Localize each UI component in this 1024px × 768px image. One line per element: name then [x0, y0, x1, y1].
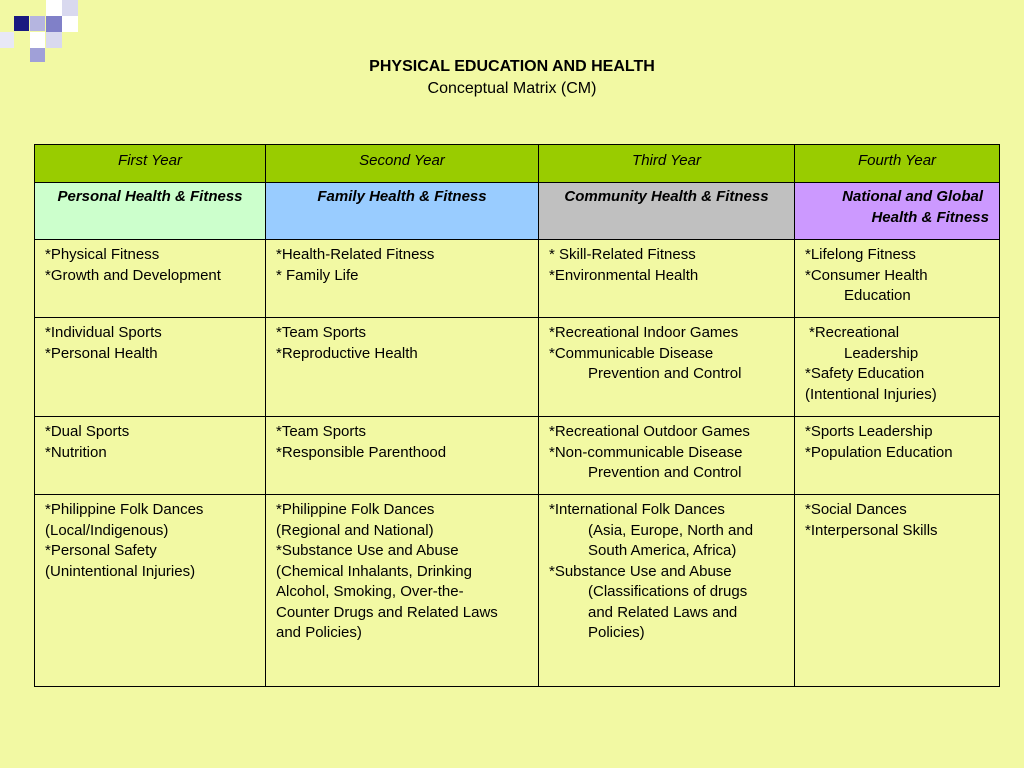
header-first-year: First Year — [35, 145, 266, 183]
cell-line: Alcohol, Smoking, Over-the- — [276, 583, 464, 600]
cell-line: *Team Sports — [276, 423, 367, 440]
cell-line: *Physical Fitness — [45, 246, 160, 263]
cell-fourth-year — [795, 417, 1000, 495]
theme-row — [35, 183, 1000, 240]
cell-line: *Communicable Disease — [549, 344, 714, 362]
cell-line: Policies) — [588, 624, 645, 641]
cell-line: (Intentional Injuries) — [805, 385, 937, 403]
cell-first-year — [35, 240, 266, 318]
cell-second-year — [266, 417, 539, 495]
table-row — [35, 417, 1000, 495]
cell-line: and Policies) — [276, 624, 362, 641]
cell-fourth-year — [795, 495, 1000, 687]
cell-fourth-year — [795, 240, 1000, 318]
cell-line: Leadership — [844, 344, 919, 362]
cell-line: *Sports Leadership — [805, 423, 933, 440]
title-block — [0, 56, 1024, 100]
cell-line: *Interpersonal Skills — [805, 521, 938, 539]
year-header-row — [35, 145, 1000, 183]
cell-line: *Team Sports — [276, 324, 367, 341]
cell-first-year — [35, 417, 266, 495]
cell-second-year — [266, 240, 539, 318]
cell-line: *Philippine Folk Dances — [276, 501, 435, 518]
theme-fourth-line2: Health & Fitness — [871, 208, 989, 226]
cell-line: *Philippine Folk Dances — [45, 501, 204, 518]
page-title: PHYSICAL EDUCATION AND HEALTH — [369, 58, 655, 75]
cell-line: (Chemical Inhalants, Drinking — [276, 562, 472, 580]
cell-line: *International Folk Dances — [549, 501, 725, 518]
cell-line: *Health-Related Fitness — [276, 246, 435, 263]
cell-line: Prevention and Control — [588, 365, 742, 382]
cell-line: (Asia, Europe, North and — [588, 521, 754, 539]
cell-line: (Regional and National) — [276, 521, 434, 539]
cell-line: (Local/Indigenous) — [45, 521, 169, 539]
table-row — [35, 495, 1000, 687]
cell-line: *Personal Safety — [45, 542, 157, 559]
cell-line: *Population Education — [805, 443, 953, 461]
cell-line: *Individual Sports — [45, 324, 162, 341]
cell-second-year — [266, 495, 539, 687]
cell-line: South America, Africa) — [588, 542, 737, 559]
cell-third-year — [539, 318, 795, 417]
cell-first-year — [35, 495, 266, 687]
cell-line: *Reproductive Health — [276, 344, 418, 362]
cell-line: and Related Laws and — [588, 603, 738, 621]
conceptual-matrix-table — [34, 144, 1000, 687]
header-third-year: Third Year — [539, 145, 795, 183]
cell-line: *Recreational Indoor Games — [549, 324, 739, 341]
cell-line: * Skill-Related Fitness — [549, 246, 696, 263]
cell-third-year — [539, 417, 795, 495]
cell-line: *Social Dances — [805, 501, 907, 518]
cell-line: Education — [844, 287, 911, 304]
theme-second-year: Family Health & Fitness — [266, 183, 539, 240]
cell-line: Counter Drugs and Related Laws — [276, 603, 498, 621]
header-fourth-year: Fourth Year — [795, 145, 1000, 183]
corner-decoration — [0, 0, 80, 64]
cell-third-year — [539, 495, 795, 687]
cell-line: Prevention and Control — [588, 464, 742, 481]
cell-line: * Family Life — [276, 266, 359, 284]
cell-third-year — [539, 240, 795, 318]
cell-line: *Growth and Development — [45, 266, 221, 284]
theme-first-year: Personal Health & Fitness — [35, 183, 266, 240]
theme-third-year: Community Health & Fitness — [539, 183, 795, 240]
cell-line: *Consumer Health — [805, 266, 928, 284]
cell-line: *Responsible Parenthood — [276, 443, 447, 461]
cell-line: (Classifications of drugs — [588, 583, 748, 600]
cell-line: *Recreational Outdoor Games — [549, 423, 750, 440]
table-row — [35, 240, 1000, 318]
cell-line: *Environmental Health — [549, 266, 699, 284]
theme-fourth-year — [795, 183, 1000, 240]
cell-line: *Nutrition — [45, 443, 107, 461]
table-row — [35, 318, 1000, 417]
cell-first-year — [35, 318, 266, 417]
header-second-year: Second Year — [266, 145, 539, 183]
cell-line: *Substance Use and Abuse — [276, 542, 459, 559]
cell-line: *Safety Education — [805, 365, 925, 382]
cell-line: *Dual Sports — [45, 423, 130, 440]
cell-second-year — [266, 318, 539, 417]
theme-fourth-line1: National and Global — [842, 188, 983, 205]
cell-line: *Non-communicable Disease — [549, 443, 743, 461]
cell-line: *Substance Use and Abuse — [549, 562, 732, 580]
cell-line: *Lifelong Fitness — [805, 246, 916, 263]
cell-line: (Unintentional Injuries) — [45, 562, 196, 580]
cell-line: *Personal Health — [45, 344, 158, 362]
page-subtitle: Conceptual Matrix (CM) — [427, 80, 597, 97]
cell-line: *Recreational — [809, 324, 900, 341]
cell-fourth-year — [795, 318, 1000, 417]
